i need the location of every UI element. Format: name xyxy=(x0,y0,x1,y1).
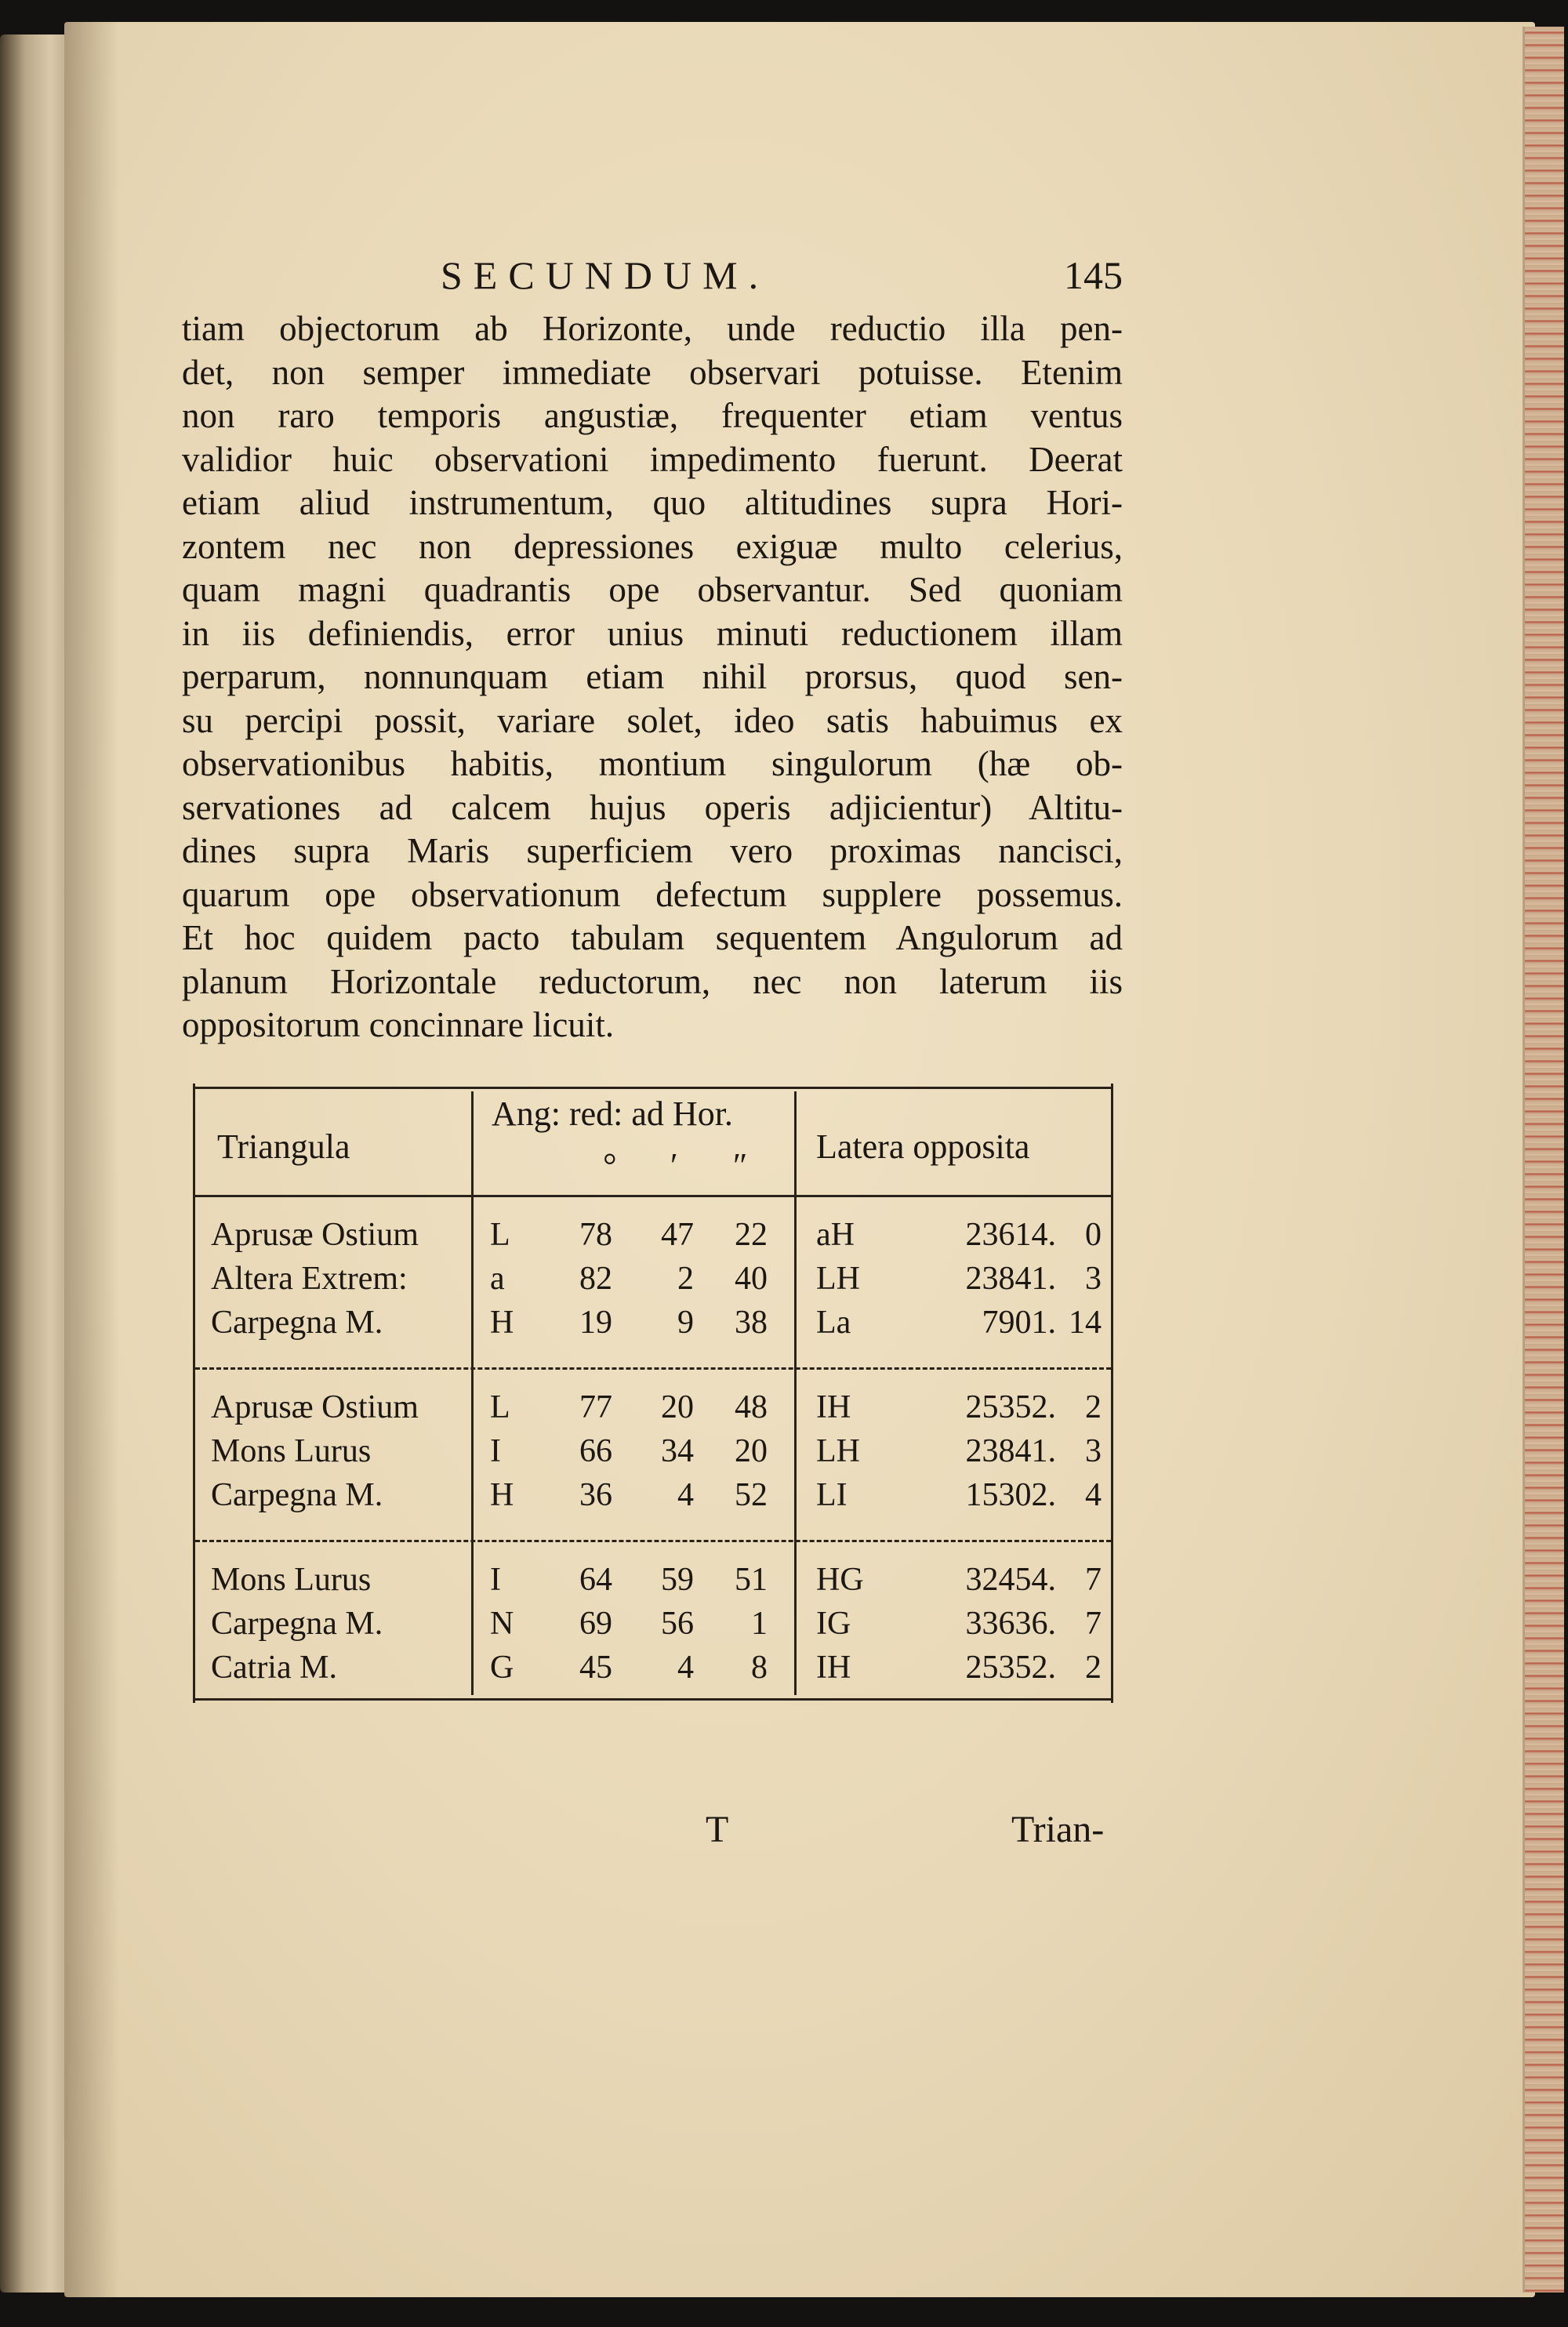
table-cell-len: 15302. xyxy=(965,1477,1056,1513)
header-latera: Latera opposita xyxy=(816,1127,1030,1166)
signature-mark: T xyxy=(706,1809,729,1850)
table-cell-name: Mons Lurus xyxy=(211,1433,372,1469)
table-cell-name: Aprusæ Ostium xyxy=(211,1217,419,1253)
table-cell-name: Carpegna M. xyxy=(211,1477,383,1513)
table-cell-pt: L xyxy=(490,1389,510,1425)
table-cell-deg: 66 xyxy=(579,1433,612,1469)
angles-table xyxy=(193,1084,1113,1703)
table-cell-frac: 3 xyxy=(1085,1433,1102,1469)
group-divider xyxy=(195,1540,1111,1542)
table-cell-deg: 36 xyxy=(579,1477,612,1513)
column-divider xyxy=(471,1091,474,1695)
table-cell-name: Altera Extrem: xyxy=(211,1261,408,1297)
table-cell-side: IH xyxy=(816,1389,851,1425)
table-cell-frac: 2 xyxy=(1085,1389,1102,1425)
text-line: su percipi possit, variare solet, ideo satis habuimus ex xyxy=(182,700,1123,740)
table-cell-pt: N xyxy=(490,1606,514,1642)
table-cell-name: Carpegna M. xyxy=(211,1305,383,1341)
table-cell-name: Mons Lurus xyxy=(211,1562,372,1598)
table-cell-frac: 14 xyxy=(1069,1305,1102,1341)
table-cell-sec: 20 xyxy=(735,1433,768,1469)
table-cell-side: aH xyxy=(816,1217,855,1253)
table-cell-side: La xyxy=(816,1305,851,1341)
text-line: zontem nec non depressiones exiguæ multo celerius, xyxy=(182,526,1123,566)
table-cell-len: 23614. xyxy=(965,1217,1056,1253)
table-cell-min: 2 xyxy=(677,1261,694,1297)
gutter-shadow xyxy=(64,22,119,2297)
table-cell-side: LI xyxy=(816,1477,848,1513)
group-divider xyxy=(195,1367,1111,1370)
text-line: in iis definiendis, error unius minuti reductionem illam xyxy=(182,613,1123,653)
table-cell-frac: 2 xyxy=(1085,1650,1102,1686)
table-cell-min: 47 xyxy=(661,1217,694,1253)
text-line: dines supra Maris superficiem vero proximas nancisci, xyxy=(182,831,1123,870)
header-degree-unit: ° xyxy=(603,1146,617,1185)
table-cell-pt: G xyxy=(490,1650,514,1686)
text-line: non raro temporis angustiæ, frequenter etiam ventus xyxy=(182,396,1123,435)
table-cell-pt: I xyxy=(490,1562,501,1598)
table-cell-len: 7901. xyxy=(982,1305,1056,1341)
table-cell-name: Aprusæ Ostium xyxy=(211,1389,419,1425)
table-cell-deg: 78 xyxy=(579,1217,612,1253)
table-cell-len: 32454. xyxy=(965,1562,1056,1598)
text-line: etiam aliud instrumentum, quo altitudines supra Hori- xyxy=(182,483,1123,522)
header-angles: Ang: red: ad Hor. xyxy=(492,1095,733,1133)
text-line: oppositorum concinnare licuit. xyxy=(182,1005,615,1044)
table-cell-deg: 64 xyxy=(579,1562,612,1598)
table-cell-pt: L xyxy=(490,1217,510,1253)
table-cell-len: 25352. xyxy=(965,1389,1056,1425)
text-line: planum Horizontale reductorum, nec non laterum iis xyxy=(182,961,1123,1001)
text-line: Et hoc quidem pacto tabulam sequentem Angulorum ad xyxy=(182,918,1123,957)
facing-page-edge xyxy=(0,34,72,2293)
text-line: servationes ad calcem hujus operis adjicientur) Altitu- xyxy=(182,787,1123,827)
table-cell-sec: 8 xyxy=(751,1650,768,1686)
table-cell-len: 23841. xyxy=(965,1261,1056,1297)
table-cell-frac: 7 xyxy=(1085,1606,1102,1642)
table-cell-sec: 48 xyxy=(735,1389,768,1425)
table-cell-len: 33636. xyxy=(965,1606,1056,1642)
page-header xyxy=(182,252,1123,307)
text-line: perparum, nonnunquam etiam nihil prorsus, quod sen- xyxy=(182,657,1123,696)
table-cell-side: IG xyxy=(816,1606,851,1642)
text-line: validior huic observationi impedimento fuerunt. Deerat xyxy=(182,439,1123,479)
text-line: observationibus habitis, montium singulorum (hæ ob- xyxy=(182,744,1123,783)
body-paragraph xyxy=(182,307,1123,1047)
table-cell-frac: 0 xyxy=(1085,1217,1102,1253)
table-cell-min: 56 xyxy=(661,1606,694,1642)
text-line: quam magni quadrantis ope observantur. Sed quoniam xyxy=(182,570,1123,609)
table-cell-name: Catria M. xyxy=(211,1650,337,1686)
catchword: Trian- xyxy=(1011,1809,1105,1850)
table-cell-min: 20 xyxy=(661,1389,694,1425)
table-cell-frac: 7 xyxy=(1085,1562,1102,1598)
table-cell-min: 9 xyxy=(677,1305,694,1341)
table-cell-pt: H xyxy=(490,1305,514,1341)
table-cell-pt: a xyxy=(490,1261,505,1297)
table-cell-sec: 38 xyxy=(735,1305,768,1341)
header-second-unit: ″ xyxy=(733,1146,748,1185)
table-cell-min: 4 xyxy=(677,1477,694,1513)
header-triangula: Triangula xyxy=(217,1127,350,1166)
table-cell-deg: 77 xyxy=(579,1389,612,1425)
table-cell-side: LH xyxy=(816,1433,860,1469)
table-top-rule xyxy=(195,1087,1111,1089)
table-cell-side: IH xyxy=(816,1650,851,1686)
text-line: tiam objectorum ab Horizonte, unde reductio illa pen- xyxy=(182,309,1123,348)
table-cell-deg: 82 xyxy=(579,1261,612,1297)
header-rule xyxy=(195,1195,1111,1197)
table-bottom-rule xyxy=(195,1698,1111,1701)
table-cell-pt: H xyxy=(490,1477,514,1513)
table-cell-min: 34 xyxy=(661,1433,694,1469)
text-line: det, non semper immediate observari potuisse. Etenim xyxy=(182,352,1123,392)
page-fore-edge xyxy=(1523,27,1564,2293)
header-minute-unit: ′ xyxy=(670,1146,678,1185)
table-cell-min: 4 xyxy=(677,1650,694,1686)
table-cell-sec: 52 xyxy=(735,1477,768,1513)
table-cell-frac: 3 xyxy=(1085,1261,1102,1297)
table-cell-sec: 22 xyxy=(735,1217,768,1253)
running-head: SECUNDUM. xyxy=(441,253,770,297)
table-cell-deg: 19 xyxy=(579,1305,612,1341)
page-number: 145 xyxy=(1064,253,1123,297)
table-cell-sec: 51 xyxy=(735,1562,768,1598)
column-divider xyxy=(794,1091,797,1695)
table-cell-frac: 4 xyxy=(1085,1477,1102,1513)
table-cell-deg: 45 xyxy=(579,1650,612,1686)
table-cell-deg: 69 xyxy=(579,1606,612,1642)
table-cell-side: LH xyxy=(816,1261,860,1297)
table-cell-len: 25352. xyxy=(965,1650,1056,1686)
table-cell-pt: I xyxy=(490,1433,501,1469)
table-cell-sec: 40 xyxy=(735,1261,768,1297)
text-line: quarum ope observationum defectum supplere possemus. xyxy=(182,874,1123,914)
table-cell-side: HG xyxy=(816,1562,864,1598)
table-cell-name: Carpegna M. xyxy=(211,1606,383,1642)
table-cell-len: 23841. xyxy=(965,1433,1056,1469)
table-cell-sec: 1 xyxy=(751,1606,768,1642)
table-cell-min: 59 xyxy=(661,1562,694,1598)
